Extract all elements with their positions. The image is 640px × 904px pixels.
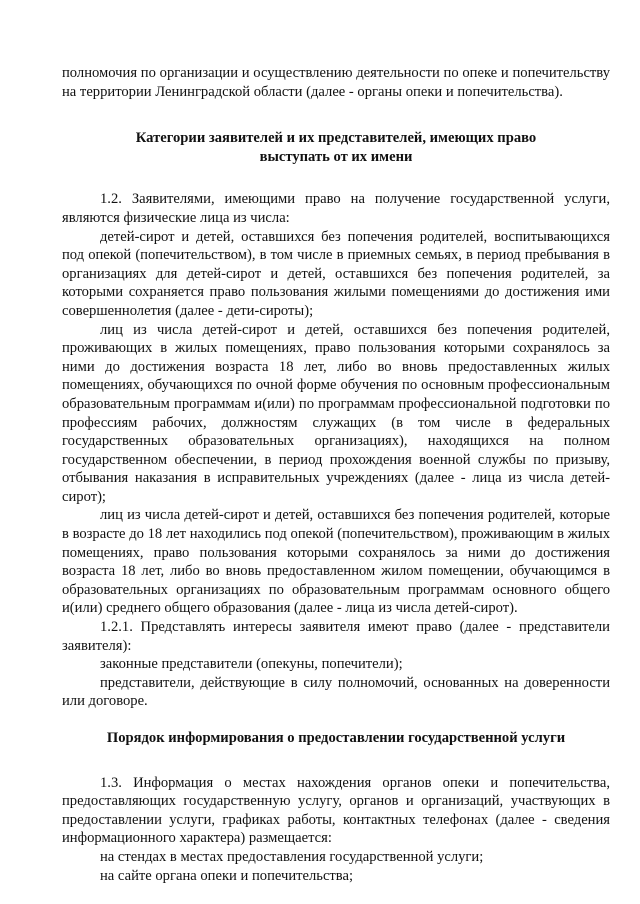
- paragraph-stands: на стендах в местах предоставления государственной услуги;: [100, 848, 484, 865]
- paragraph-proxy-representatives: представители, действующие в силу полномочий, основанных на доверенности или договоре.: [62, 674, 610, 710]
- paragraph-persons-from-orphans-1: лиц из числа детей-сирот и детей, оставшихся без попечения родителей, проживающих в жилых помещениях, право пользования которыми сохранялось за ними до достижения возраста 18 лет, либо во вновь предоставленных жилых помещениях, обучающихся по очной форме обучения по основным профессиональным образовательным программам и(или) по программам профессиональной подготовки по профессиям рабочих, должностям служащих (в том числе в федеральных государственных образовательных организациях), находящихся на полном государственном обеспечении, в период прохождения военной службы по призыву, отбывания наказания в исправительных учреждениях (далее - лица из числа детей-сирот);: [62, 321, 610, 505]
- paragraph-1-2: 1.2. Заявителями, имеющими право на получение государственной услуги, являются физические лица из числа:: [62, 191, 610, 226]
- paragraph-orphans: детей-сирот и детей, оставшихся без попечения родителей, воспитывающихся под опекой (попечительством), в том числе в приемных семьях, в период пребывания в организациях для детей-сирот и детей, оставшихся без попечения родителей, за которыми сохраняется право пользования жилыми помещениями до достижения ими совершеннолетия (далее - дети-сироты);: [62, 228, 610, 319]
- section-heading-informing-procedure: Порядок информирования о предоставлении государственной услуги: [106, 730, 566, 746]
- paragraph-website: на сайте органа опеки и попечительства;: [100, 867, 354, 884]
- paragraph-1-2-1: 1.2.1. Представлять интересы заявителя имеют право (далее - представители заявителя):: [62, 619, 610, 654]
- paragraph-continuation: полномочия по организации и осуществлению деятельности по опеке и попечительству на территории Ленинградской области (далее - органы опеки и попечительства).: [62, 65, 610, 100]
- paragraph-1-3: 1.3. Информация о местах нахождения органов опеки и попечительства, предоставляющих государственную услугу, органов и организаций, участвующих в предоставлении услуги, графиках работы, контактных телефонах (далее - сведения информационного характера) размещается:: [62, 774, 610, 847]
- section-heading-applicant-categories: Категории заявителей и их представителей, имеющих право выступать от их имени: [135, 130, 537, 165]
- paragraph-persons-from-orphans-2: лиц из числа детей-сирот и детей, оставшихся без попечения родителей, которые в возрасте до 18 лет находились под опекой (попечительством), проживающим в жилых помещениях, право пользования которыми сохранялось за ними до достижения возраста 18 лет, либо во вновь предоставленном жилом помещении, обучающимся в образовательных организациях по образовательным программам основного общего и(или) среднего общего образования (далее - лица из числа детей-сирот).: [62, 507, 610, 617]
- paragraph-legal-representatives: законные представители (опекуны, попечители);: [100, 656, 403, 673]
- document-page: [62, 64, 610, 885]
